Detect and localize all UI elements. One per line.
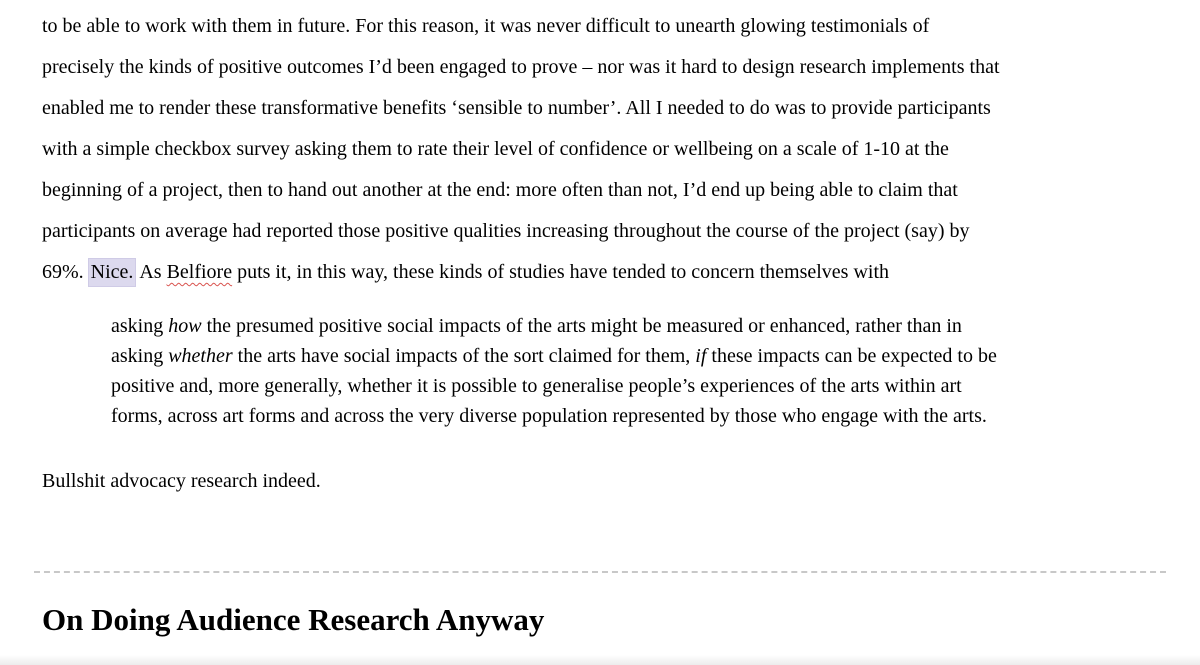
text-run: As: [135, 261, 167, 283]
quote-line: positive and, more generally, whether it is possible to generalise people’s experiences of the arts within art: [111, 375, 962, 397]
italic-text: if: [695, 345, 707, 367]
text-run: puts it, in this way, these kinds of studies have tended to concern themselves with: [232, 261, 890, 283]
quote-line: [111, 311, 1171, 341]
text-run: asking: [111, 345, 169, 367]
quote-line: forms, across art forms and across the very diverse population represented by those who engage with the arts.: [111, 405, 987, 427]
section-heading: On Doing Audience Research Anyway: [42, 602, 545, 637]
block-quote: [111, 311, 1171, 431]
quote-line: [111, 341, 1171, 371]
paragraph-line: with a simple checkbox survey asking them to rate their level of confidence or wellbeing on a scale of 1-10 at the: [42, 138, 949, 160]
paragraph-line: beginning of a project, then to hand out another at the end: more often than not, I’d end up being able to claim that: [42, 179, 958, 201]
text-run: these impacts can be expected to be: [706, 345, 997, 367]
spellcheck-flagged-word[interactable]: Belfiore: [166, 261, 233, 283]
closing-sentence: Bullshit advocacy research indeed.: [42, 470, 321, 492]
selected-text-highlight[interactable]: Nice.: [89, 259, 136, 286]
paragraph-line: precisely the kinds of positive outcomes I’d been engaged to prove – nor was it hard to design research implements that: [42, 56, 1000, 78]
italic-text: how: [168, 315, 202, 337]
text-run: 69%.: [42, 261, 89, 283]
paragraph-line: enabled me to render these transformative benefits ‘sensible to number’. All I needed to do was to provide participants: [42, 97, 991, 119]
paragraph-line: participants on average had reported those positive qualities increasing throughout the course of the project (say) by: [42, 220, 970, 242]
page-bottom-shadow: [0, 655, 1200, 665]
italic-text: whether: [168, 345, 233, 367]
text-run: the arts have social impacts of the sort claimed for them,: [232, 345, 696, 367]
paragraph-line: [42, 252, 1182, 293]
body-paragraph: [42, 6, 1182, 293]
section-divider: [34, 571, 1166, 573]
text-run: asking: [111, 315, 169, 337]
paragraph-line: to be able to work with them in future. For this reason, it was never difficult to unearth glowing testimonials of: [42, 15, 930, 37]
text-run: the presumed positive social impacts of the arts might be measured or enhanced, rather than in: [201, 315, 962, 337]
